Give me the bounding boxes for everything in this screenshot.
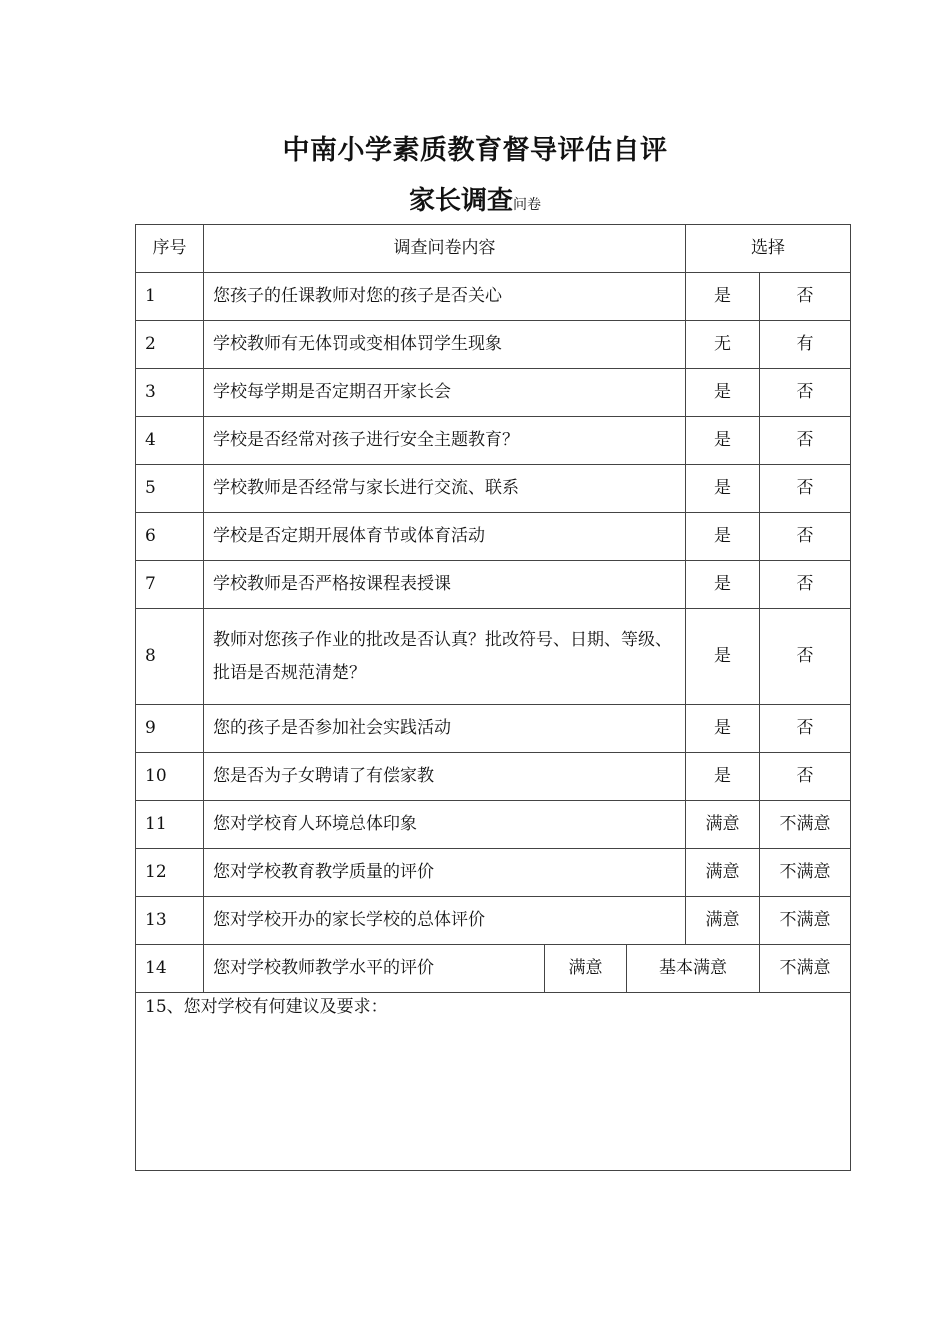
row-number: 8 <box>136 609 204 705</box>
table-row <box>136 897 851 945</box>
choice-option-a[interactable]: 是 <box>686 417 760 465</box>
choice-option-b[interactable]: 不满意 <box>760 801 851 849</box>
table-row <box>136 801 851 849</box>
choice-option-a[interactable]: 满意 <box>686 849 760 897</box>
row-number: 7 <box>136 561 204 609</box>
row-number: 9 <box>136 705 204 753</box>
choice-option-b[interactable]: 否 <box>760 273 851 321</box>
choice-option-a[interactable]: 是 <box>686 465 760 513</box>
choice-option-a[interactable]: 是 <box>686 561 760 609</box>
choice-option-b[interactable]: 否 <box>760 369 851 417</box>
row-number: 4 <box>136 417 204 465</box>
table-row <box>136 849 851 897</box>
choice-option-a[interactable]: 满意 <box>686 801 760 849</box>
question-text: 您对学校育人环境总体印象 <box>204 801 686 849</box>
row-number: 14 <box>136 945 204 993</box>
table-row <box>136 369 851 417</box>
question-text: 学校是否经常对孩子进行安全主题教育？ <box>204 417 686 465</box>
question-text: 学校是否定期开展体育节或体育活动 <box>204 513 686 561</box>
choice-option-b[interactable]: 不满意 <box>760 897 851 945</box>
question-text: 您对学校教师教学水平的评价 <box>204 945 545 993</box>
choice-option-b[interactable]: 否 <box>760 705 851 753</box>
question-text: 您是否为子女聘请了有偿家教 <box>204 753 686 801</box>
question-text: 学校教师是否严格按课程表授课 <box>204 561 686 609</box>
choice-option-a[interactable]: 是 <box>686 513 760 561</box>
row-number: 11 <box>136 801 204 849</box>
choice-option-b[interactable]: 否 <box>760 753 851 801</box>
header-num: 序号 <box>136 225 204 273</box>
question-text: 教师对您孩子作业的批改是否认真？批改符号、日期、等级、批语是否规范清楚？ <box>204 609 686 705</box>
row-number: 2 <box>136 321 204 369</box>
suggestion-row <box>136 993 851 1171</box>
subtitle-small: 问卷 <box>513 197 541 213</box>
header-content: 调查问卷内容 <box>204 225 686 273</box>
choice-option-a[interactable]: 是 <box>686 273 760 321</box>
table-row <box>136 561 851 609</box>
question-text: 您孩子的任课教师对您的孩子是否关心 <box>204 273 686 321</box>
subtitle-main: 家长调查 <box>408 186 513 216</box>
survey-table <box>135 224 851 1171</box>
table-row <box>136 753 851 801</box>
table-row <box>136 705 851 753</box>
document-subtitle <box>0 180 950 217</box>
choice-option-a[interactable]: 无 <box>686 321 760 369</box>
row-number: 10 <box>136 753 204 801</box>
table-row <box>136 273 851 321</box>
table-row <box>136 945 851 993</box>
question-text: 学校每学期是否定期召开家长会 <box>204 369 686 417</box>
header-choice: 选择 <box>686 225 851 273</box>
table-row <box>136 417 851 465</box>
question-text: 您的孩子是否参加社会实践活动 <box>204 705 686 753</box>
table-header-row <box>136 225 851 273</box>
choice-option-b[interactable]: 否 <box>760 513 851 561</box>
choice-option-a[interactable]: 满意 <box>686 897 760 945</box>
choice-option-c[interactable]: 不满意 <box>760 945 851 993</box>
choice-option-b[interactable]: 否 <box>760 609 851 705</box>
choice-option-b[interactable]: 否 <box>760 561 851 609</box>
choice-option-b[interactable]: 不满意 <box>760 849 851 897</box>
choice-option-b[interactable]: 基本满意 <box>627 945 760 993</box>
document-title: 中南小学素质教育督导评估自评 <box>282 135 668 166</box>
row-number: 13 <box>136 897 204 945</box>
choice-option-a[interactable]: 是 <box>686 753 760 801</box>
row-number: 3 <box>136 369 204 417</box>
choice-option-a[interactable]: 是 <box>686 609 760 705</box>
question-text: 学校教师是否经常与家长进行交流、联系 <box>204 465 686 513</box>
table-row <box>136 465 851 513</box>
row-number: 12 <box>136 849 204 897</box>
question-text: 您对学校开办的家长学校的总体评价 <box>204 897 686 945</box>
question-text: 您对学校教育教学质量的评价 <box>204 849 686 897</box>
row-number: 5 <box>136 465 204 513</box>
row-number: 6 <box>136 513 204 561</box>
choice-option-b[interactable]: 有 <box>760 321 851 369</box>
row-number: 1 <box>136 273 204 321</box>
question-text: 学校教师有无体罚或变相体罚学生现象 <box>204 321 686 369</box>
table-row <box>136 609 851 705</box>
table-row <box>136 513 851 561</box>
choice-option-b[interactable]: 否 <box>760 417 851 465</box>
choice-option-b[interactable]: 否 <box>760 465 851 513</box>
suggestion-field[interactable]: 15、您对学校有何建议及要求： <box>136 993 851 1171</box>
table-row <box>136 321 851 369</box>
choice-option-a[interactable]: 满意 <box>545 945 627 993</box>
choice-option-a[interactable]: 是 <box>686 369 760 417</box>
choice-option-a[interactable]: 是 <box>686 705 760 753</box>
